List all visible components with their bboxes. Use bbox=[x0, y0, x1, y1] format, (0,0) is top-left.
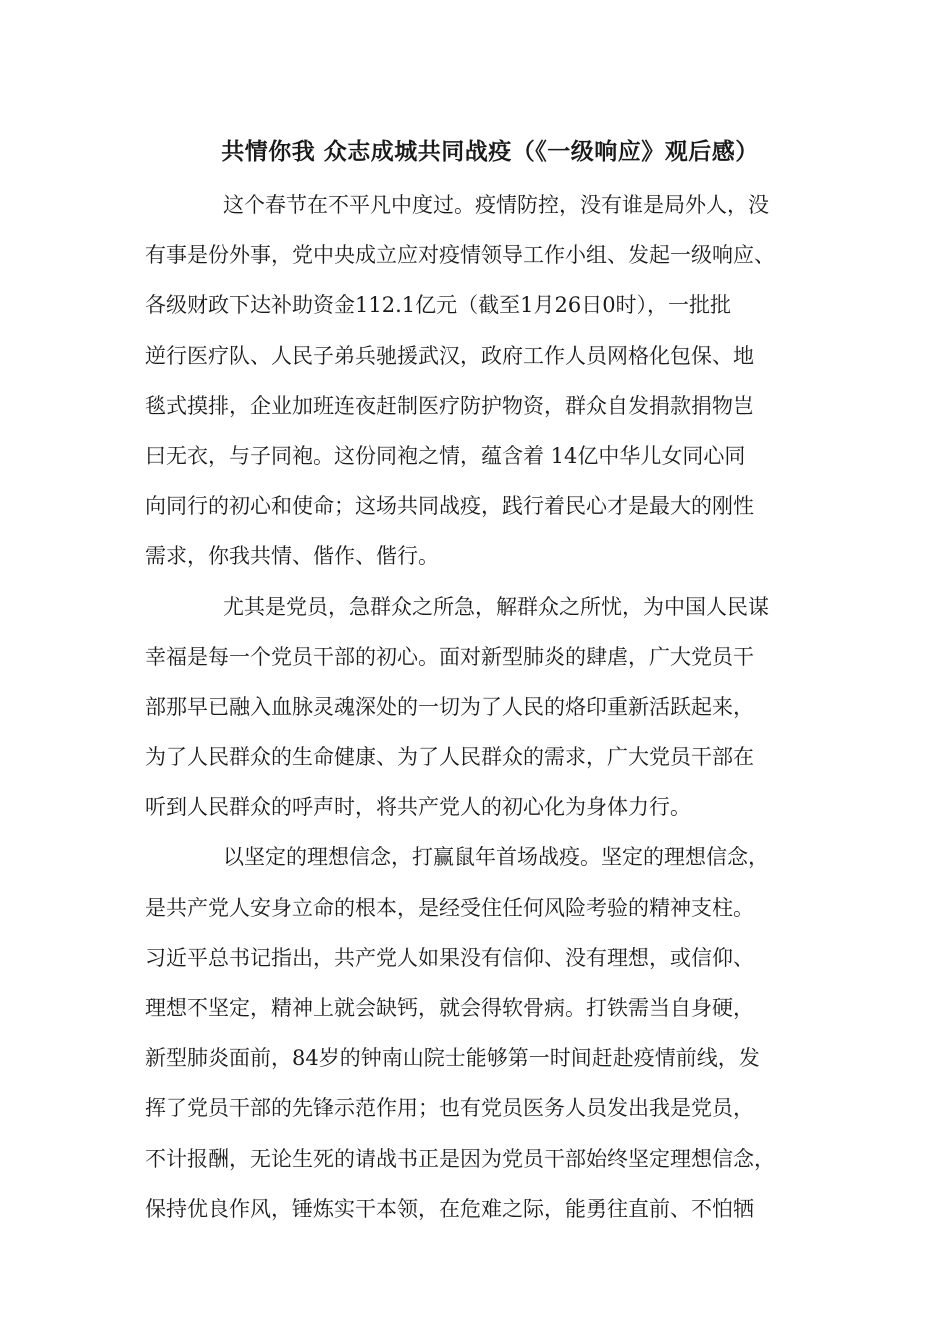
paragraph-1 bbox=[145, 180, 825, 582]
text-line: 这个春节在不平凡中度过。疫情防控，没有谁是局外人，没 bbox=[223, 193, 769, 217]
document-title: 共情你我 众志成城共同战疫（《一级响应》观后感） bbox=[221, 139, 759, 165]
document-body bbox=[145, 180, 825, 1234]
text-line: 尤其是党员，急群众之所急，解群众之所忧，为中国人民谋 bbox=[223, 594, 769, 619]
text-line: 毯式摸排，企业加班连夜赶制医疗防护物资，群众自发捐款捐物岂 bbox=[145, 393, 754, 418]
text-line: 逆行医疗队、人民子弟兵驰援武汉，政府工作人员网格化包保、地 bbox=[145, 343, 754, 368]
text-line: 以坚定的理想信念，打赢鼠年首场战疫。坚定的理想信念， bbox=[223, 845, 769, 870]
text-line: 保持优良作风，锤炼实干本领，在危难之际，能勇往直前、不怕牺 bbox=[145, 1196, 754, 1221]
paragraph-2 bbox=[145, 582, 825, 833]
text-line: 幸福是每一个党员干部的初心。面对新型肺炎的肆虐，广大党员干 bbox=[145, 644, 754, 669]
text-line: 为了人民群众的生命健康、为了人民群众的需求，广大党员干部在 bbox=[145, 745, 754, 770]
text-line: 理想不坚定，精神上就会缺钙，就会得软骨病。打铁需当自身硬， bbox=[145, 996, 754, 1020]
text-line: 习近平总书记指出，共产党人如果没有信仰、没有理想，或信仰、 bbox=[145, 945, 754, 970]
text-line: 需求，你我共情、偕作、偕行。 bbox=[145, 544, 439, 569]
text-line: 各级财政下达补助资金112.1亿元（截至1月26日0时），一批批 bbox=[145, 293, 732, 318]
text-line: 向同行的初心和使命；这场共同战疫，践行着民心才是最大的刚性 bbox=[145, 494, 754, 519]
text-line: 听到人民群众的呼声时，将共产党人的初心化为身体力行。 bbox=[145, 795, 691, 820]
text-line: 有事是份外事，党中央成立应对疫情领导工作小组、发起一级响应、 bbox=[145, 243, 775, 268]
text-line: 曰无衣，与子同袍。这份同袍之情，蕴含着 14亿中华儿女同心同 bbox=[145, 443, 746, 468]
text-line: 新型肺炎面前，84岁的钟南山院士能够第一时间赶赴疫情前线，发 bbox=[145, 1046, 760, 1071]
text-line: 不计报酬，无论生死的请战书正是因为党员干部始终坚定理想信念， bbox=[145, 1146, 775, 1171]
paragraph-3 bbox=[145, 832, 825, 1234]
text-line: 挥了党员干部的先锋示范作用；也有党员医务人员发出我是党员， bbox=[145, 1096, 754, 1121]
text-line: 部那早已融入血脉灵魂深处的一切为了人民的烙印重新活跃起来， bbox=[145, 694, 754, 719]
text-line: 是共产党人安身立命的根本，是经受住任何风险考验的精神支柱。 bbox=[145, 895, 754, 920]
